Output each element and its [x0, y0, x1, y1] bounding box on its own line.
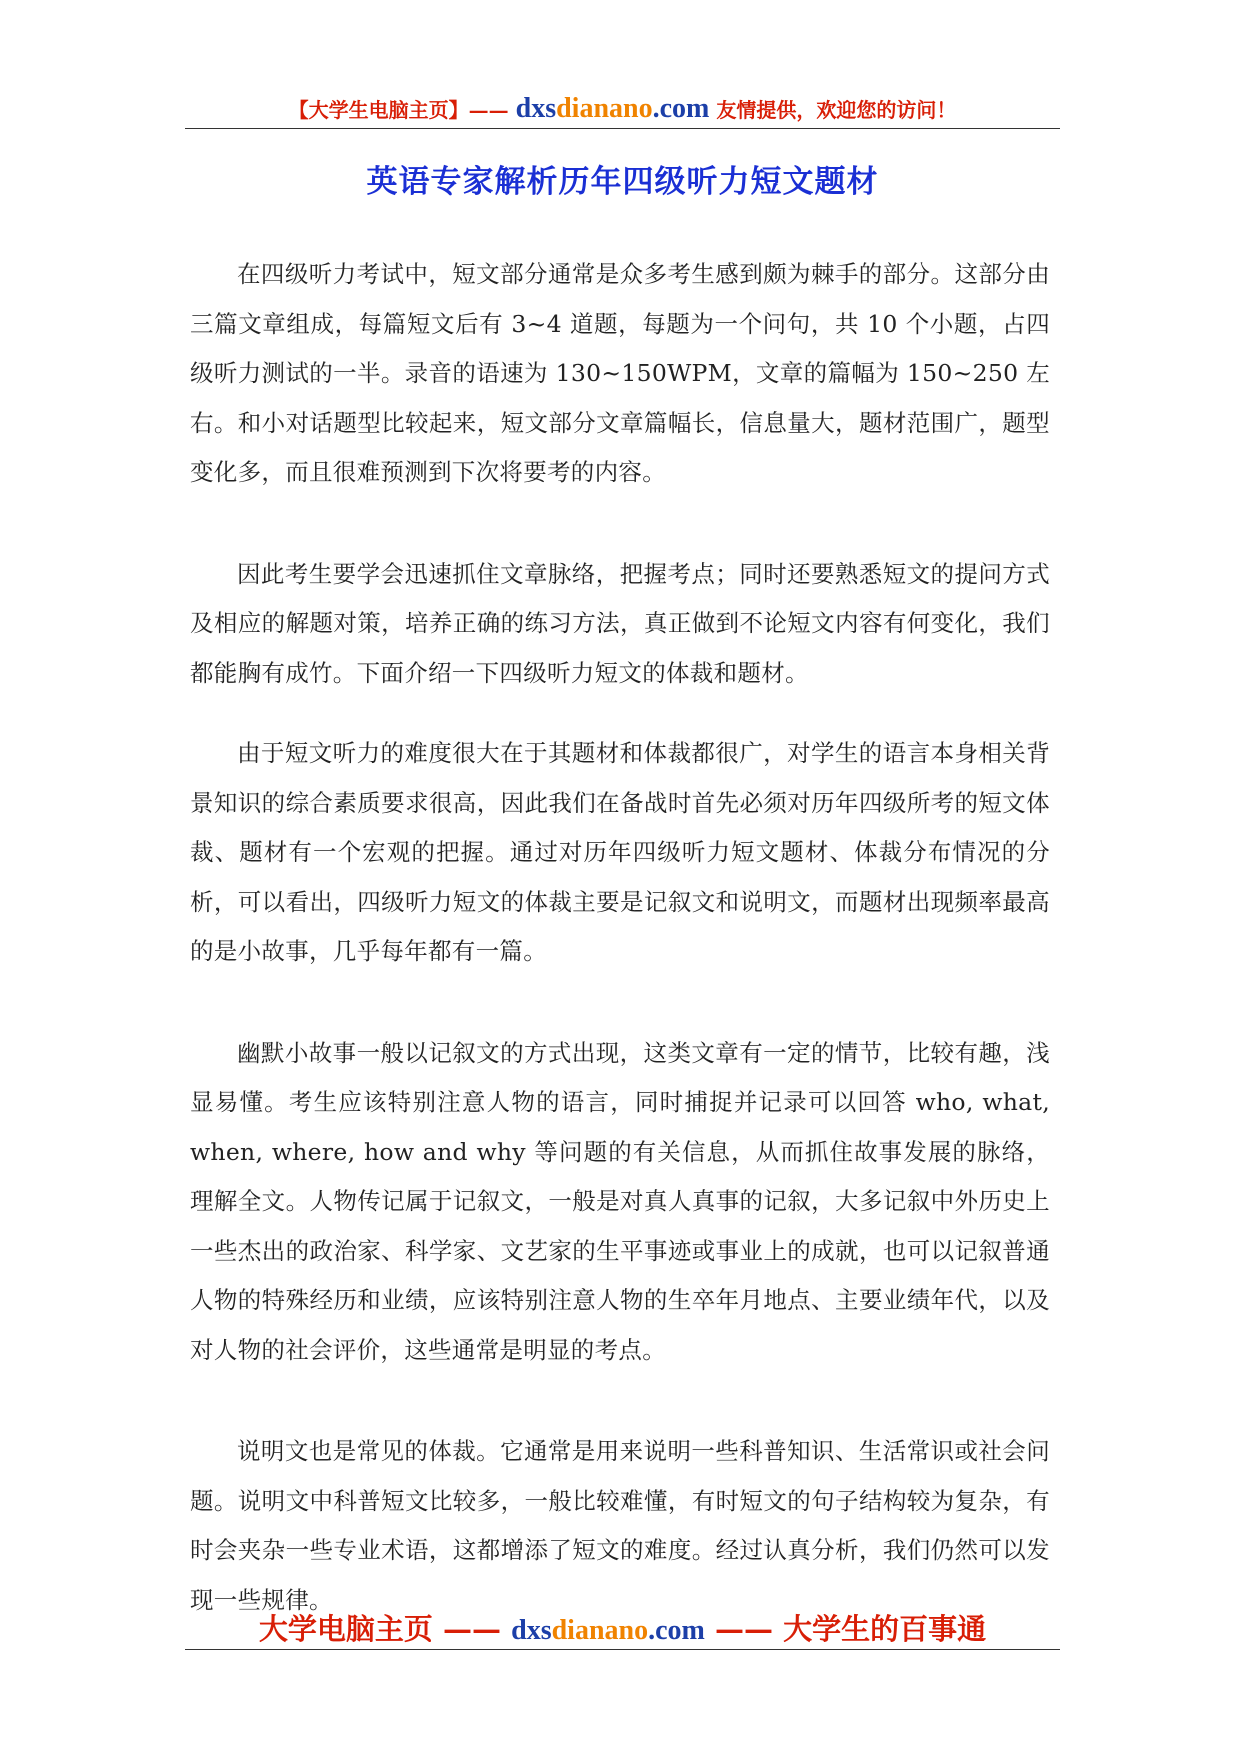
page-footer — [185, 1608, 1060, 1652]
footer-url-prefix[interactable]: dxs — [511, 1615, 552, 1646]
footer-dash: —— — [443, 1612, 502, 1646]
page-title: 英语专家解析历年四级听力短文题材 — [366, 164, 879, 200]
footer-dash: —— — [714, 1612, 773, 1646]
footer-tagline: 大学生的百事通 — [783, 1612, 987, 1646]
header-url-suffix[interactable]: .com — [652, 93, 710, 124]
header-site-name: 【大学生电脑主页】 — [288, 98, 469, 122]
article-body — [190, 250, 1050, 1625]
header-url-middle[interactable]: dianano — [556, 93, 653, 124]
header-url-prefix[interactable]: dxs — [515, 93, 557, 124]
header-divider — [185, 128, 1060, 129]
paragraph: 在四级听力考试中，短文部分通常是众多考生感到颇为棘手的部分。这部分由三篇文章组成，每篇短文后有 3~4 道题，每题为一个问句，共 10 个小题，占四级听力测试的一半。录音的语速为 130~150WPM，文章的篇幅为 150~250 左右。和小对话题型比较起来，短文部分文章篇幅长，信息量大，题材范围广，题型变化多，而且很难预测到下次将要考的内容。 — [190, 260, 1050, 486]
footer-url-middle[interactable]: dianano — [551, 1615, 649, 1646]
header-dash: —— — [468, 98, 509, 122]
footer-divider — [185, 1649, 1060, 1650]
paragraph: 由于短文听力的难度很大在于其题材和体裁都很广，对学生的语言本身相关背景知识的综合素质要求很高，因此我们在备战时首先必须对历年四级所考的短文体裁、题材有一个宏观的把握。通过对历年四级听力短文题材、体裁分布情况的分析，可以看出，四级听力短文的体裁主要是记叙文和说明文，而题材出现频率最高的是小故事，几乎每年都有一篇。 — [190, 739, 1050, 965]
footer-site-name: 大学电脑主页 — [258, 1612, 433, 1646]
page-header — [185, 92, 1060, 132]
paragraph: 幽默小故事一般以记叙文的方式出现，这类文章有一定的情节，比较有趣，浅显易懂。考生应该特别注意人物的语言，同时捕捉并记录可以回答 who, what, when, where, how and why 等问题的有关信息，从而抓住故事发展的脉络，理解全文。人物传记属于记叙文，一般是对真人真事的记叙，大多记叙中外历史上一些杰出的政治家、科学家、文艺家的生平事迹或事业上的成就，也可以记叙普通人物的特殊经历和业绩，应该特别注意人物的生卒年月地点、主要业绩年代，以及对人物的社会评价，这些通常是明显的考点。 — [190, 1038, 1050, 1364]
header-tagline: 友情提供，欢迎您的访问！ — [716, 98, 957, 122]
paragraph: 说明文也是常见的体裁。它通常是用来说明一些科普知识、生活常识或社会问题。说明文中科普短文比较多，一般比较难懂，有时短文的句子结构较为复杂，有时会夹杂一些专业术语，这都增添了短文的难度。经过认真分析，我们仍然可以发现一些规律。 — [190, 1437, 1050, 1614]
paragraph: 因此考生要学会迅速抓住文章脉络，把握考点；同时还要熟悉短文的提问方式及相应的解题对策，培养正确的练习方法，真正做到不论短文内容有何变化，我们都能胸有成竹。下面介绍一下四级听力短文的体裁和题材。 — [190, 559, 1050, 687]
footer-url-suffix[interactable]: .com — [648, 1615, 705, 1646]
